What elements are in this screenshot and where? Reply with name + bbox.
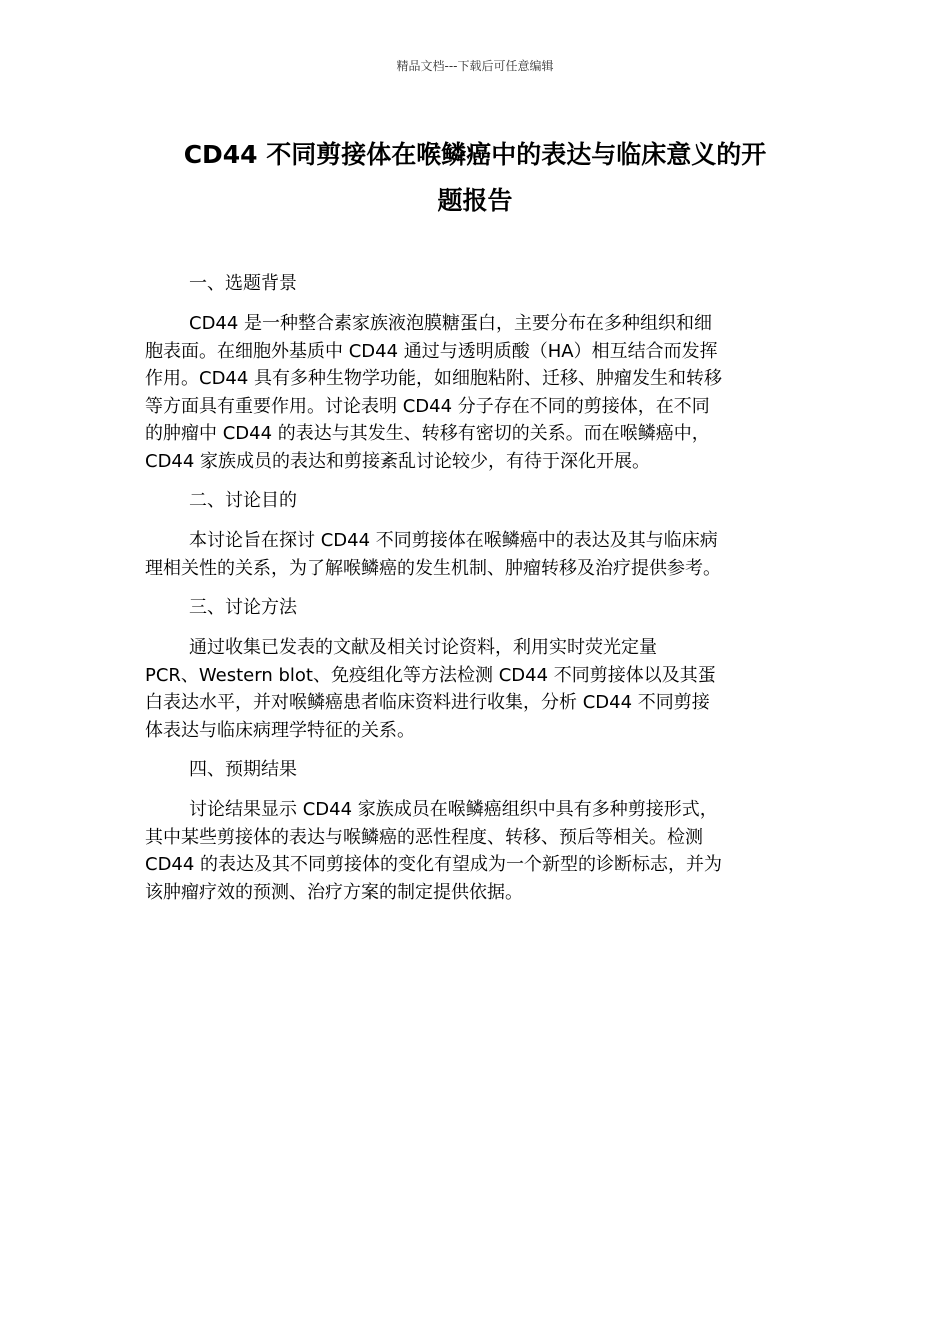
title-line-2: 题报告 <box>437 186 513 215</box>
document-title <box>140 132 810 224</box>
paragraph-background <box>145 310 810 475</box>
section-heading-purpose: 二、讨论目的 <box>189 490 297 511</box>
paragraph-line: CD44 的表达及其不同剪接体的变化有望成为一个新型的诊断标志，并为 <box>145 854 723 875</box>
paragraph-line: 理相关性的关系，为了解喉鳞癌的发生机制、肿瘤转移及治疗提供参考。 <box>145 557 721 579</box>
title-line-1: CD44 不同剪接体在喉鳞癌中的表达与临床意义的开 <box>183 140 767 169</box>
paragraph-line: 等方面具有重要作用。讨论表明 CD44 分子存在不同的剪接体，在不同 <box>145 395 710 417</box>
paragraph-line: 讨论结果显示 CD44 家族成员在喉鳞癌组织中具有多种剪接形式， <box>189 799 718 820</box>
paragraph-line: 本讨论旨在探讨 CD44 不同剪接体在喉鳞癌中的表达及其与临床病 <box>189 530 718 551</box>
paragraph-line: 该肿瘤疗效的预测、治疗方案的制定提供依据。 <box>145 881 523 903</box>
paragraph-line: 通过收集已发表的文献及相关讨论资料，利用实时荧光定量 <box>189 637 657 658</box>
header-note: 精品文档---下载后可任意编辑 <box>396 59 554 73</box>
paragraph-line: 体表达与临床病理学特征的关系。 <box>145 719 415 741</box>
paragraph-line: 的肿瘤中 CD44 的表达与其发生、转移有密切的关系。而在喉鳞癌中， <box>145 423 710 444</box>
paragraph-line: 其中某些剪接体的表达与喉鳞癌的恶性程度、转移、预后等相关。检测 <box>145 826 703 848</box>
section-heading-expected-results: 四、预期结果 <box>189 759 297 780</box>
section-heading-methods: 三、讨论方法 <box>189 597 297 618</box>
paragraph-line: CD44 家族成员的表达和剪接紊乱讨论较少，有待于深化开展。 <box>145 450 651 472</box>
paragraph-line: 作用。CD44 具有多种生物学功能，如细胞粘附、迁移、肿瘤发生和转移 <box>145 368 723 389</box>
paragraph-methods <box>145 634 810 744</box>
paragraph-line: 白表达水平，并对喉鳞癌患者临床资料进行收集，分析 CD44 不同剪接 <box>145 692 710 713</box>
paragraph-expected-results <box>145 796 810 906</box>
paragraph-line: CD44 是一种整合素家族液泡膜糖蛋白，主要分布在多种组织和细 <box>189 313 713 334</box>
paragraph-line: PCR、Western blot、免疫组化等方法检测 CD44 不同剪接体以及其蛋 <box>145 664 716 686</box>
document-body <box>145 270 810 918</box>
paragraph-line: 胞表面。在细胞外基质中 CD44 通过与透明质酸（HA）相互结合而发挥 <box>145 340 718 362</box>
section-heading-background: 一、选题背景 <box>189 273 297 294</box>
paragraph-purpose <box>145 527 810 582</box>
